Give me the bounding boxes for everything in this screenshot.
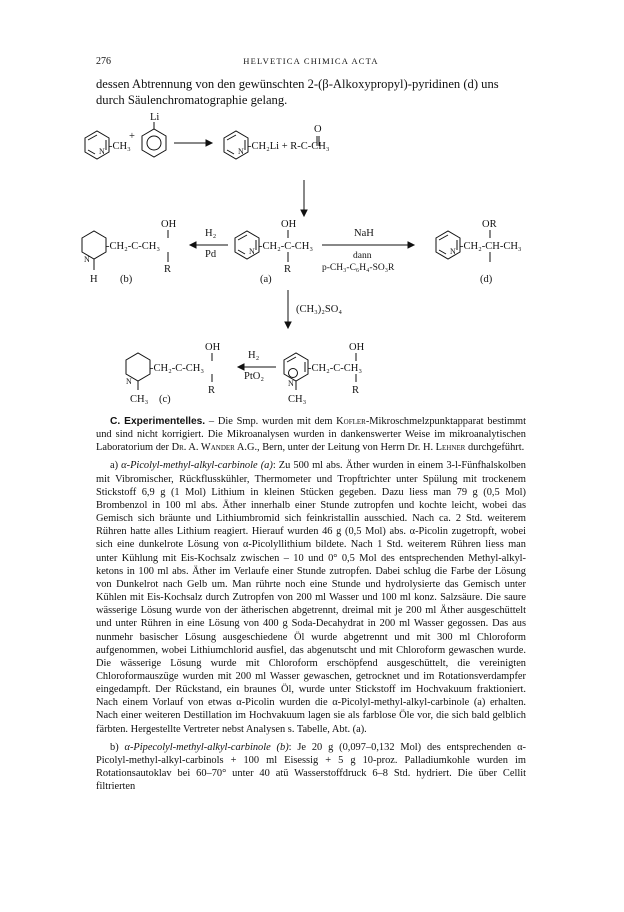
chain-d: -CH₂-CH-CH₃ (460, 241, 522, 252)
compound-label-b: (b) (120, 274, 133, 285)
n-methyl-label: CH₃ (288, 394, 307, 405)
n-label: N (84, 255, 90, 264)
pto2-label: PtO₂ (244, 371, 265, 382)
plus-sign: + (129, 131, 135, 142)
h2-label: H₂ (248, 350, 260, 361)
page-header (96, 56, 526, 70)
n-label: N (99, 147, 105, 156)
oh-label: OH (205, 342, 221, 353)
compound-label-c: (c) (159, 394, 171, 405)
piperidine-ring-b (82, 231, 106, 270)
item-label: b) (110, 741, 125, 753)
pd-label: Pd (205, 249, 217, 260)
picolyllithium-plus-ketone: -CH₂Li + R-C-CH₃ (248, 141, 330, 152)
dimethylsulfate-label: (CH₃)₂SO₄ (296, 304, 342, 315)
name-kofler: Kofler (336, 416, 366, 427)
r-label: R (352, 385, 360, 396)
procedure-title: α-Pipecolyl-methyl-alkyl-carbinole (b) (124, 741, 289, 753)
procedure-a (96, 459, 526, 735)
text: , Bern, unter der Leitung von Herrn Dr. H. (257, 442, 436, 454)
compound-label-d: (d) (480, 274, 493, 285)
oh-label: OH (349, 342, 365, 353)
text: -Mikroschmelzpunktapparat bestimmt und sind nicht korrigiert. Die Mikroanalysen wurden in dankenswerter Weise im mikroanalytischen Laboratorium der (96, 416, 526, 454)
picoline-substituent: -CH₃ (109, 141, 131, 152)
pyridine-ring-a (235, 231, 259, 259)
chain-a: -CH₂-C-CH₃ (259, 241, 313, 252)
phenyllithium-ring (142, 122, 166, 157)
chain-c: -CH₂-C-CH₃ (150, 363, 204, 374)
or-label: OR (482, 219, 497, 230)
n-label: N (126, 377, 132, 386)
procedure-text: : Zu 500 ml abs. Äther wurden in einem 3-l-Fünfhalskolben mit Vibromischer, Rückflusskühler, Thermometer und Tropftrichter unter Spülung mit trockenem Stickstoff 6,9 g (1 Mol) Lithium in kleinen Stücken gegeben. Dazu liess man 79 g (0,5 Mol) Brombenzol in 100 ml abs. Äther innerhalb einer Stunde zutropfen und kochte leicht, wobei das Gemisch sich bräunte und Lithiumbromid sich feinkristallin ausschied. Nach ca. 2 Std. weiterem Rühren hatte alles Lithium reagiert. Hierauf wurden 46 g (0,5 Mol) abs. α-Picolin zugetropft, wobei sich eine dunkelrote Lösung von α-Picolyllithium bildete. Nach 1 Std. weiterem Rühren liess man unter Kühlung mit Eis-Kochsalz zwischen – 10 und 0° 0,5 Mol des entsprechenden Methyl-alkyl-ketons in 100 ml abs. Äther im Verlaufe einer Stunde zutropfen. Dabei schlug die Farbe der Lösung von Dunkelrot nach Gelb um. Man rührte noch eine Stunde und hydrolysierte das Gemisch unter Kühlen mit Eis-Kochsalz durch Zutropfen von 200 ml Wasser und 100 ml konz. Salzsäure. Die saure wässerige Lösung wurde von der ätherischen abgetrennt, dreimal mit je 200 ml Äther ausgeschüttelt und unter Rühren in eine Lösung von 400 g Soda-Decahydrat in 200 ml Wasser gegossen. Das aus nunmehr basischer Lösung ausgeschiedene Öl wurde abgetrennt und mit 300 ml Chloroform aufgenommen, wobei Lithiumchlorid ausfiel, das abgenutscht und mit Chloroform gewaschen wurde. Die wässerige Lösung wurde mit Chloroform erschöpfend ausgeschüttelt, die vereinigten Chloroformauszüge wurden mit 200 ml Wasser gewaschen, getrocknet und im Rotationsverdampfer eingedampft. Der Rückstand, ein braunes Öl, wurde unter Stickstoff im Hochvakuum fraktioniert. Nach einem Vorlauf von etwas α-Picolin wurden die α-Picolyl-methyl-alkyl-carbinole (a) erhalten. Nach einer weiteren Destillation im Hochvakuum lagen sie als farblose Öle vor, die sich bald gelblich färbten. Hergestellte Vertreter nebst Analysen s. Tabelle, Abt. (a). (96, 460, 526, 735)
li-label: Li (150, 112, 160, 123)
compound-label-a: (a) (260, 274, 272, 285)
name-lehner: Lehner (435, 442, 466, 454)
dann-label: dann (353, 251, 372, 261)
nah-label: NaH (354, 228, 374, 239)
journal-title: HELVETICA CHIMICA ACTA (243, 56, 379, 66)
section-heading: C. Experimentelles. (110, 416, 206, 427)
pyridine-ring-d (436, 231, 460, 259)
n-methyl-label: CH₃ (130, 394, 149, 405)
n-label: N (249, 247, 255, 256)
picoline-ring (85, 131, 109, 159)
r-label: R (208, 385, 216, 396)
chain-pyridinium: -CH₂-C-CH₃ (308, 363, 362, 374)
carbonyl-o: O (314, 124, 322, 135)
reaction-scheme (60, 110, 560, 410)
n-label: N (238, 147, 244, 156)
n-label: N (450, 247, 456, 256)
n-label: N (288, 379, 294, 388)
oh-label: OH (281, 219, 297, 230)
name-wander: Dr. A. Wander A.G. (171, 442, 258, 454)
page-number: 276 (96, 56, 111, 67)
h-label: H (90, 274, 98, 285)
experimental-section (96, 415, 526, 798)
procedure-title: α-Picolyl-methyl-alkyl-carbinole (a) (121, 460, 273, 472)
chain-b: -CH₂-C-CH₃ (106, 241, 160, 252)
r-label: R (284, 264, 292, 275)
text: – Die Smp. wurden mit dem (205, 416, 337, 427)
experimental-intro (96, 415, 526, 454)
intro-paragraph: dessen Abtrennung von den gewünschten 2-(β-Alkoxypropyl)-pyridinen (d) uns durch Säulenchromatographie gelang. (96, 77, 499, 107)
procedure-b (96, 741, 526, 794)
r-label: R (164, 264, 172, 275)
picolyllithium-ring (224, 131, 248, 159)
tosylate-label: p-CH₃-C₆H₄-SO₃R (322, 263, 395, 273)
text: durchgeführt. (465, 442, 525, 454)
oh-label: OH (161, 219, 177, 230)
procedure-text: : Je 20 g (0,097–0,132 Mol) des entsprechenden α-Picolyl-methyl-alkyl-carbinols + 100 ml Eisessig + 5 g 10-proz. Palladiumkohle wurden im Rotationsautoklav bei 60–70° unter 40 atü Wasserstoffdruck 6–8 Std. hydriert. Die über Cellit filtrierten (96, 741, 526, 793)
item-label: a) (110, 460, 122, 472)
h2-label: H₂ (205, 228, 217, 239)
